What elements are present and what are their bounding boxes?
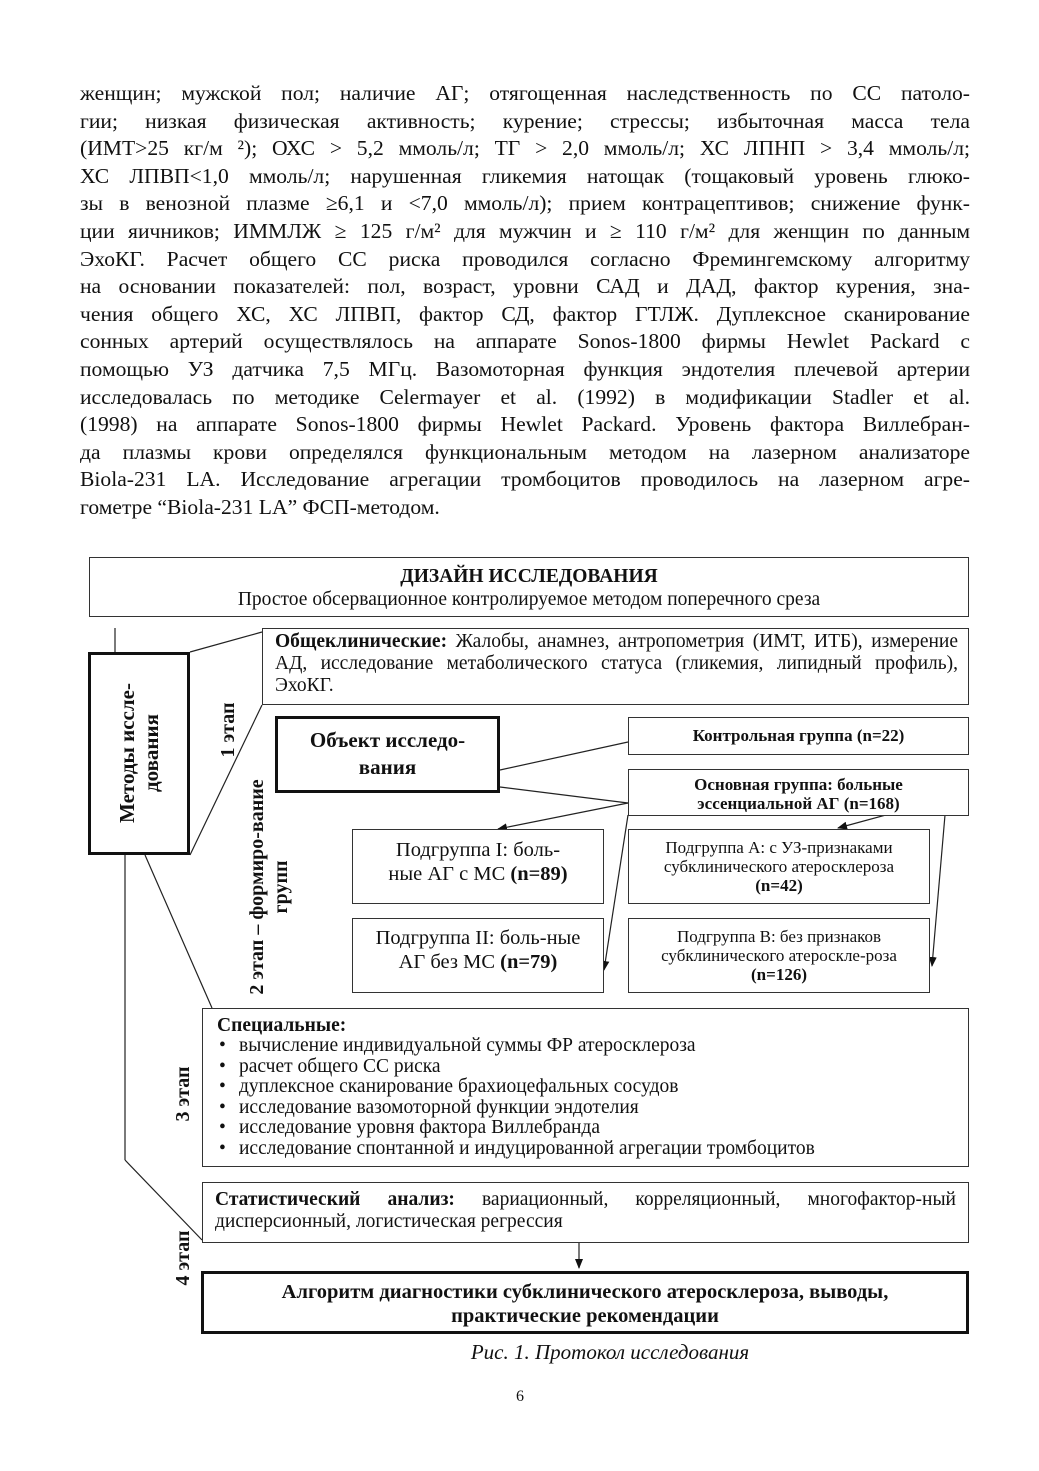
subgroup-2-text: Подгруппа II: боль-ные АГ без МС bbox=[375, 927, 581, 973]
statistics-text: вариационный, корреляционный, многофактор-ный дисперсионный, логистическая регрессия bbox=[215, 1189, 956, 1232]
stage-1-label: 1 этап bbox=[217, 702, 239, 758]
paragraph-line: (1998) на аппарате Sonos-1800 фирмы Hewlet Packard. Уровень фактора Виллебран- bbox=[80, 412, 970, 437]
object-label: Объект исследо-вания bbox=[309, 728, 466, 779]
paragraph-line: Biola-231 LA. Исследование агрегации тромбоцитов проводилось на лазерном агре- bbox=[80, 467, 970, 492]
subgroup-1-box bbox=[352, 829, 604, 904]
final-result-label: Алгоритм диагностики субклинического атеросклероза, выводы, практические рекомендации bbox=[281, 1281, 889, 1327]
object-box bbox=[275, 716, 500, 793]
subgroup-1-text: Подгруппа I: боль-ные АГ с МС bbox=[388, 839, 561, 885]
subgroup-a-count: (n=42) bbox=[755, 876, 803, 895]
paragraph-line: ции яичников; ИММЛЖ ≥ 125 г/м² для мужчин и ≥ 110 г/м² для женщин по данным bbox=[80, 218, 970, 243]
page-number: 6 bbox=[516, 1388, 524, 1405]
main-group-label: Основная группа: больные эссенциальной АГ (n=168) bbox=[694, 775, 903, 813]
list-item: • исследование спонтанной и индуцированной агрегации тромбоцитов bbox=[239, 1139, 958, 1160]
subgroup-2-count: (n=79) bbox=[500, 951, 558, 973]
control-group-label: Контрольная группа (n=22) bbox=[692, 726, 905, 745]
statistics-box bbox=[202, 1182, 969, 1243]
general-clinical-text: Жалобы, анамнез, антропометрия (ИМТ, ИТБ), измерение АД, исследование метаболического статуса (гликемия, липидный профиль), ЭхоКГ. bbox=[275, 631, 958, 696]
paragraph-line: да плазмы крови определялся функциональным методом на лазерном анализаторе bbox=[80, 439, 970, 464]
list-item: • расчет общего СС риска bbox=[239, 1057, 958, 1078]
paragraph-line: ЭхоКГ. Расчет общего СС риска проводился согласно Фремингемскому алгоритму bbox=[80, 246, 970, 271]
paragraph-line: чения общего ХС, ХС ЛПВП, фактор СД, фактор ГТЛЖ. Дуплексное сканирование bbox=[80, 301, 970, 326]
subgroup-b-box bbox=[628, 918, 930, 993]
paragraph-line: гии; низкая физическая активность; курение; стрессы; избыточная масса тела bbox=[80, 108, 970, 133]
subgroup-b-count: (n=126) bbox=[751, 965, 807, 984]
special-methods-list bbox=[217, 1036, 958, 1160]
paragraph-line: (ИМТ>25 кг/м ²); ОХС > 5,2 ммоль/л; ТГ > 2,0 ммоль/л; ХС ЛПНП > 3,4 ммоль/л; bbox=[80, 136, 970, 161]
general-clinical-box bbox=[262, 628, 969, 705]
subgroup-1-count: (n=89) bbox=[510, 863, 568, 885]
stage-3-label: 3 этап bbox=[172, 1066, 194, 1122]
design-subtitle: Простое обсервационное контролируемое методом поперечного среза bbox=[237, 589, 821, 610]
paragraph-line: женщин; мужской пол; наличие АГ; отягощенная наследственность по СС патоло- bbox=[80, 81, 970, 105]
stage-4-label: 4 этап bbox=[172, 1230, 194, 1286]
design-title-box bbox=[89, 557, 969, 617]
subgroup-b-text: Подгруппа В: без признаков субклинического атероскле-роза bbox=[661, 927, 897, 965]
paragraph-line: сонных артерий осуществлялось на аппарате Sonos-1800 фирмы Hewlet Packard с bbox=[80, 329, 970, 354]
paragraph-line: исследовалась по методике Celermayer et al. (1992) в модификации Stadler et al. bbox=[80, 384, 970, 409]
methods-box bbox=[88, 652, 190, 855]
stage-2-label: 2 этап – формиро-вание групп bbox=[246, 779, 292, 995]
special-methods-box bbox=[202, 1008, 969, 1167]
subgroup-a-text: Подгруппа А: с УЗ-признаками субклинического атеросклероза bbox=[663, 838, 895, 876]
general-clinical-title: Общеклинические: bbox=[275, 631, 448, 652]
paragraph-line: помощью УЗ датчика 7,5 МГц. Вазомоторная функция эндотелия плечевой артерии bbox=[80, 356, 970, 381]
paragraph-line: гометре “Biola-231 LA” ФСП-методом. bbox=[80, 494, 440, 519]
paragraph-line: ХС ЛПВП<1,0 ммоль/л; нарушенная гликемия натощак (тощаковый уровень глюко- bbox=[80, 163, 970, 188]
design-title: ДИЗАЙН ИССЛЕДОВАНИЯ bbox=[400, 566, 658, 587]
list-item: • вычисление индивидуальной суммы ФР атеросклероза bbox=[239, 1036, 958, 1057]
control-group-box bbox=[628, 717, 969, 755]
final-result-box bbox=[201, 1271, 969, 1334]
list-item: • дуплексное сканирование брахиоцефальных сосудов bbox=[239, 1077, 958, 1098]
subgroup-a-box bbox=[628, 829, 930, 904]
subgroup-2-box bbox=[352, 918, 604, 993]
list-item: • исследование вазомоторной функции эндотелия bbox=[239, 1098, 958, 1119]
main-group-box bbox=[628, 769, 969, 816]
methods-label: Методы иссле-дования bbox=[115, 683, 163, 823]
list-item: • исследование уровня фактора Виллебранда bbox=[239, 1118, 958, 1139]
statistics-title: Статистический анализ: bbox=[215, 1189, 455, 1210]
paragraph-line: зы в венозной плазме ≥6,1 и <7,0 ммоль/л); прием контрацептивов; снижение функ- bbox=[80, 191, 970, 216]
special-methods-title: Специальные: bbox=[217, 1015, 347, 1036]
figure-caption: Рис. 1. Протокол исследования bbox=[470, 1340, 750, 1364]
paragraph-line: на основании показателей: пол, возраст, уровни САД и ДАД, фактор курения, зна- bbox=[80, 274, 970, 299]
